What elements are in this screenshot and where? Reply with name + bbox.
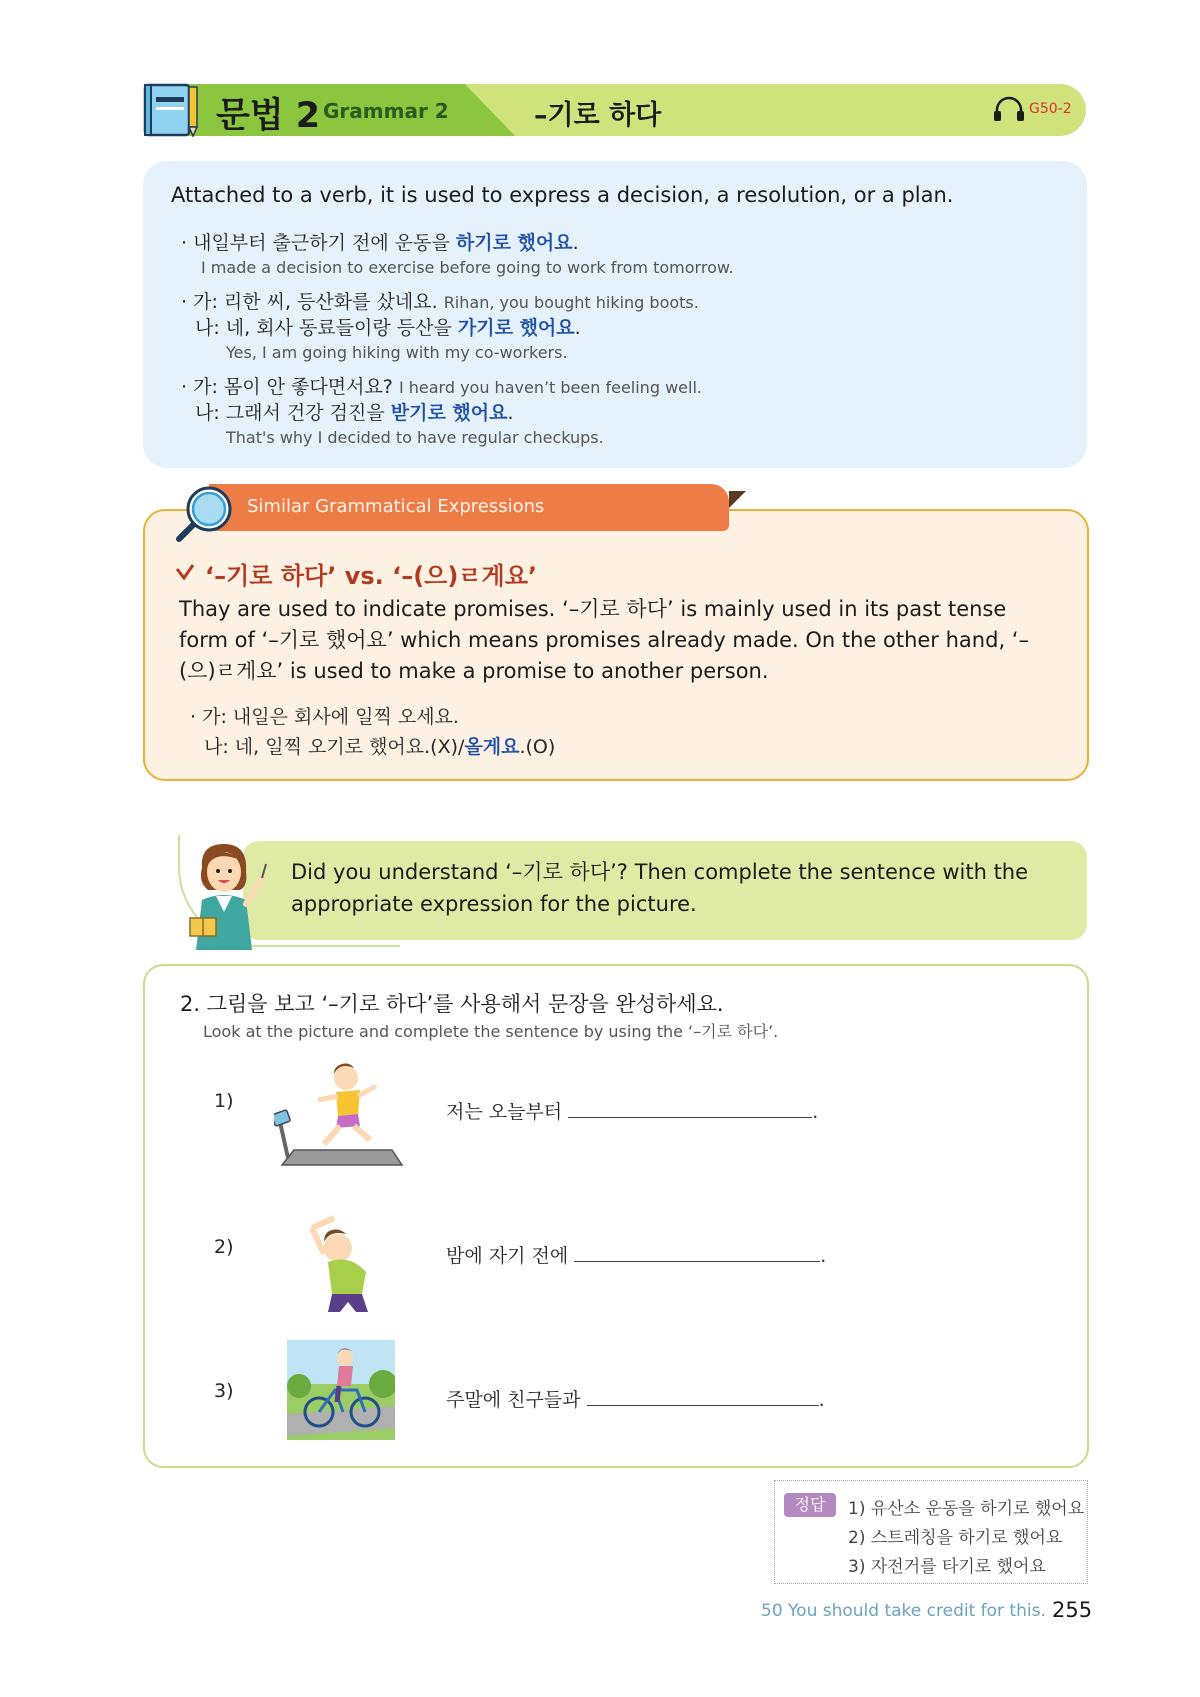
answer-badge: 정답 [784, 1493, 836, 1517]
example-3-b: 나: 그래서 건강 검진을 받기로 했어요. [195, 402, 514, 424]
example-1-ko: · 내일부터 출근하기 전에 운동을 하기로 했어요. [181, 232, 579, 254]
bullet: · [181, 291, 194, 313]
check-icon [175, 563, 195, 581]
item-number: 2) [214, 1236, 234, 1258]
exercise-question: 2. 그림을 보고 ‘–기로 하다’를 사용해서 문장을 완성하세요. [180, 992, 724, 1016]
similar-example-b: 나: 네, 일찍 오기로 했어요.(X)/올게요.(O) [204, 736, 556, 758]
exercise-question-en: Look at the picture and complete the sentence by using the ‘–기로 하다’. [203, 1022, 779, 1041]
bullet: · [190, 706, 203, 728]
item-number: 1) [214, 1090, 234, 1112]
similar-expressions-body: Thay are used to indicate promises. ‘–기로 하다’ is mainly used in its past tense form of ‘–기로 했어요’ which means promises already made. On the other hand, ‘–(으)ㄹ게요’ is used to make a promise to another person. [179, 597, 1029, 683]
explanation-lead: Attached to a verb, it is used to express a decision, a resolution, or a plan. [171, 183, 954, 207]
headphone-icon[interactable] [993, 96, 1025, 122]
lesson-label-en: Grammar 2 [323, 99, 449, 123]
audio-track-code[interactable]: G50-2 [1029, 101, 1072, 117]
highlight: 받기로 했어요 [390, 402, 508, 424]
prompt-text: Did you understand ‘–기로 하다’? Then complete the sentence with the appropriate expression for the picture. [291, 860, 1029, 916]
similar-expressions-label: Similar Grammatical Expressions [247, 496, 545, 517]
example-1-en: I made a decision to exercise before going to work from tomorrow. [201, 258, 734, 277]
item-sentence: 저는 오늘부터 . [446, 1101, 819, 1123]
highlight: 가기로 했어요 [457, 317, 575, 339]
magnifier-icon [173, 481, 237, 545]
similar-expressions-title: ‘–기로 하다’ vs. ‘–(으)ㄹ게요’ [205, 562, 537, 590]
cycling-picture [287, 1340, 395, 1440]
bullet: · [181, 232, 194, 254]
example-2-b-en: Yes, I am going hiking with my co-workers. [226, 343, 568, 362]
grammar-pattern-title: –기로 하다 [534, 100, 662, 131]
answer-line: 1) 유산소 운동을 하기로 했어요 [848, 1499, 1085, 1519]
example-3-b-en: That's why I decided to have regular checkups. [226, 428, 604, 447]
highlight: 하기로 했어요 [455, 232, 573, 254]
answer-blank[interactable] [587, 1387, 819, 1406]
answer-blank[interactable] [574, 1243, 820, 1262]
treadmill-running-picture [274, 1060, 406, 1170]
bullet: · [181, 376, 194, 398]
example-2-a: · 가: 리한 씨, 등산화를 샀네요. Rihan, you bought hiking boots. [181, 291, 699, 313]
item-sentence: 주말에 친구들과 . [446, 1389, 825, 1411]
answer-line: 2) 스트레칭을 하기로 했어요 [848, 1528, 1063, 1548]
page-number: 255 [1052, 1598, 1093, 1622]
example-3-a: · 가: 몸이 안 좋다면서요? I heard you haven’t been feeling well. [181, 376, 702, 398]
similar-example-a: · 가: 내일은 회사에 일찍 오세요. [190, 706, 459, 728]
pencil-icon [187, 85, 199, 137]
example-2-b: 나: 네, 회사 동료들이랑 등산을 가기로 했어요. [195, 317, 581, 339]
lesson-label: 문법 2 [216, 96, 321, 136]
tab-fold [729, 491, 746, 508]
stretching-picture [300, 1214, 390, 1314]
footer-chapter-title: 50 You should take credit for this. [761, 1601, 1046, 1621]
highlight: 올게요 [464, 736, 520, 758]
item-number: 3) [214, 1380, 234, 1402]
answer-line: 3) 자전거를 타기로 했어요 [848, 1557, 1046, 1577]
answer-blank[interactable] [568, 1099, 812, 1118]
item-sentence: 밤에 자기 전에 . [446, 1245, 827, 1267]
teacher-illustration [182, 838, 270, 954]
